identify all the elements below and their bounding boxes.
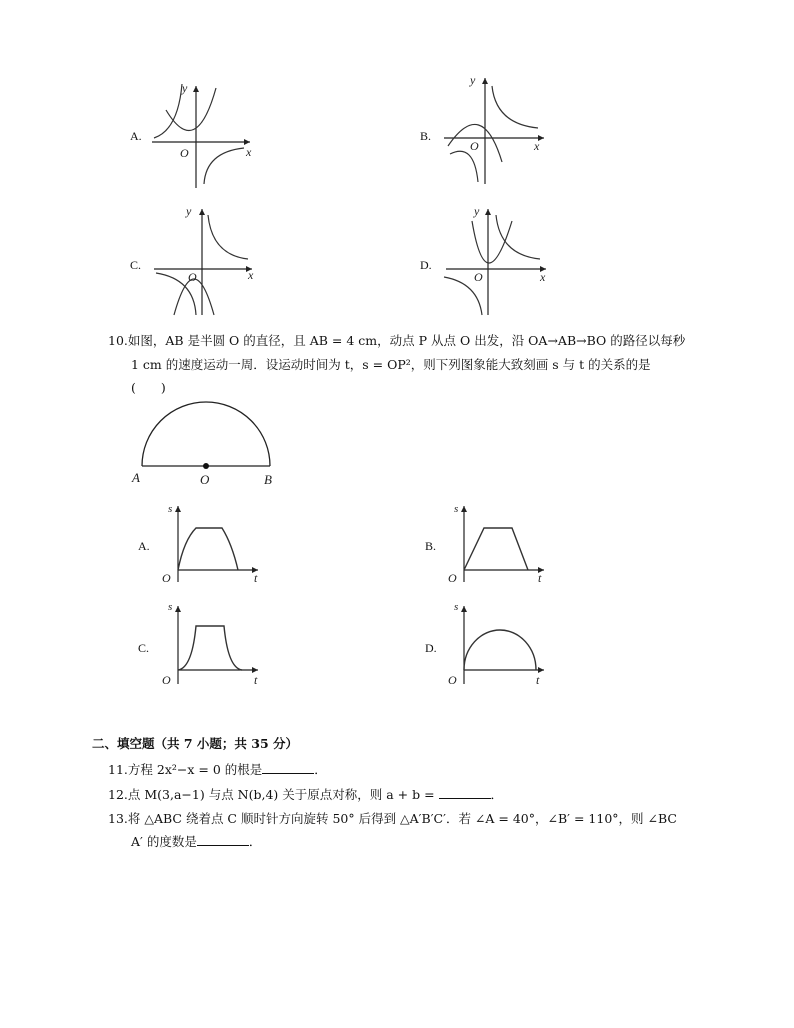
q10b-t-label: t [538,571,542,585]
q10-text-1: 如图，AB 是半圆 O 的直径，且 AB = 4 cm，动点 P 从点 O 出发，沿 OA→AB→BO 的路径以每秒 [127,333,686,348]
q10a-origin-label: O [162,571,171,585]
q10a-s-label: s [168,503,173,515]
q9c-y-label: y [186,204,192,218]
figure-label-o: O [200,472,210,487]
q9-option-b-label: B. [420,129,432,143]
q13-text-1: 将 △ABC 绕着点 C 顺时针方向旋转 50° 后得到 △A′B′C′．若 ∠A = 40°，∠B′ = 110°，则 ∠BC [127,811,677,826]
q13-answer-blank[interactable] [197,833,249,846]
q12-period: ． [490,787,504,802]
q10-option-d-label: D. [425,641,437,655]
q13-line-2 [131,831,261,853]
q10-answer-paren: ( ) [131,380,166,395]
q12-number: 12. [108,787,128,802]
q11 [108,759,327,781]
q10c-s-label: s [168,601,173,613]
q10-graph-d [444,598,554,690]
q9b-origin-label: O [470,139,479,153]
q9-graph-a [148,80,258,190]
q10-option-b-label: B. [425,539,437,553]
q10-line-2: 1 cm 的速度运动一周．设运动时间为 t，s = OP²，则下列图象能大致刻画 s 与 t 的关系的是 [131,357,651,372]
q13-line-1 [108,808,677,830]
q9d-y-label: y [474,204,480,218]
q10-semicircle-figure [128,400,288,492]
q10-graph-c [158,598,268,690]
q10b-origin-label: O [448,571,457,585]
figure-label-b: B [264,472,272,487]
q10a-t-label: t [254,571,258,585]
q10d-origin-label: O [448,673,457,687]
q9-graph-b [440,72,550,187]
q9b-x-label: x [534,139,540,153]
q10c-origin-label: O [162,673,171,687]
q9-option-a-label: A. [130,129,142,143]
q10-option-c-label: C. [138,641,150,655]
q9a-y-label: y [182,81,188,95]
q9-graph-d [442,203,552,318]
section-2-title: 二、填空题（共 7 小题；共 35 分） [92,736,299,751]
q10c-t-label: t [254,673,258,687]
q9d-origin-label: O [474,270,483,284]
q9b-y-label: y [470,73,476,87]
q9c-origin-label: O [188,270,197,284]
q11-text: 方程 2x²−x = 0 的根是 [127,762,263,777]
q13-text-2: A′ 的度数是 [131,834,197,849]
q9d-x-label: x [540,270,546,284]
q10-number: 10. [108,333,128,348]
q12-text: 点 M(3,a−1) 与点 N(b,4) 关于原点对称，则 a + b = [127,787,439,802]
q11-period: ． [314,762,327,777]
figure-label-a: A [132,470,140,485]
q10-line-1 [108,330,685,352]
q9-graph-c [150,203,260,318]
center-point [203,463,209,469]
q12 [108,784,503,806]
q11-answer-blank[interactable] [262,761,314,774]
q12-answer-blank[interactable] [439,786,491,799]
q10-graph-a [158,500,268,588]
q13-period: ． [248,834,262,849]
q9-option-c-label: C. [130,258,142,272]
q9c-x-label: x [248,268,254,282]
q13-number: 13. [108,811,128,826]
q10-option-a-label: A. [138,539,150,553]
q11-number: 11. [108,762,128,777]
q10b-s-label: s [454,503,459,515]
q10d-t-label: t [536,673,540,687]
q10d-s-label: s [454,601,459,613]
q9-option-d-label: D. [420,258,432,272]
q9a-x-label: x [246,145,252,159]
q9a-origin-label: O [180,146,189,160]
q10-graph-b [444,500,554,588]
